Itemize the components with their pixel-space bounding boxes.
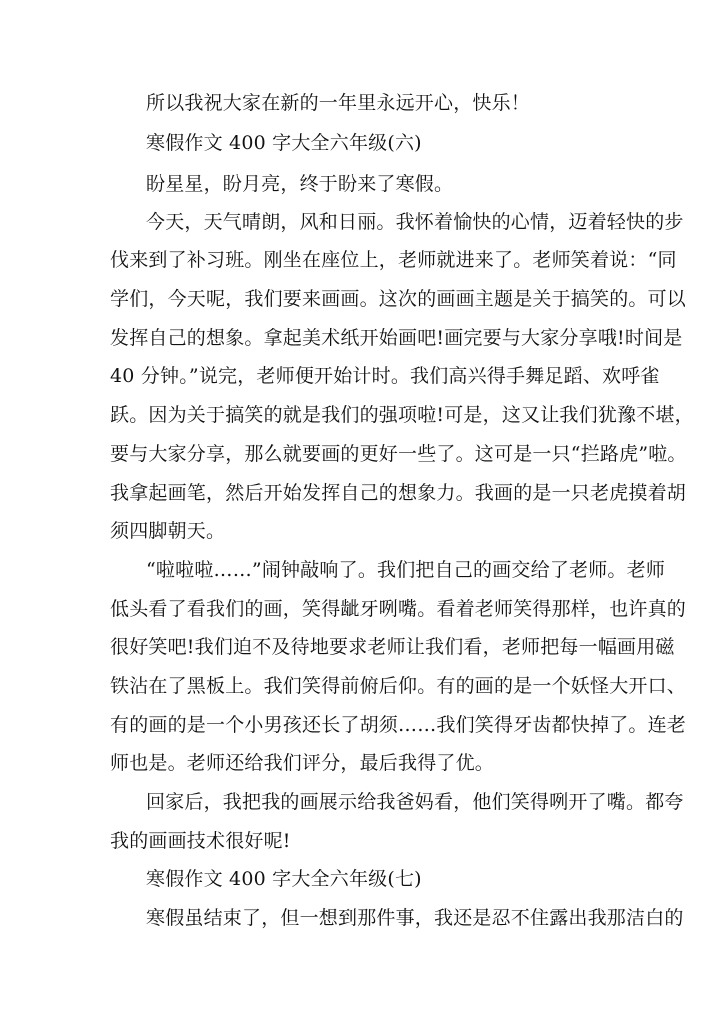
text-line: 很好笑吧!我们迫不及待地要求老师让我们看，老师把每一幅画用磁 [110,636,675,658]
text-line: 回家后，我把我的画展示给我爸妈看，他们笑得咧开了嘴。都夸 [146,791,684,813]
text-line: 盼星星，盼月亮，终于盼来了寒假。 [146,173,454,195]
text-line: 学们，今天呢，我们要来画画。这次的画画主题是关于搞笑的。可以 [110,288,687,310]
text-line: 跃。因为关于搞笑的就是我们的强项啦!可是，这又让我们犹豫不堪， [110,404,694,426]
text-line: 40 分钟。”说完，老师便开始计时。我们高兴得手舞足蹈、欢呼雀 [110,365,660,387]
text-line: 低头看了看我们的画，笑得龇牙咧嘴。看着老师笑得那样，也许真的 [110,598,687,620]
text-line: 有的画的是一个小男孩还长了胡须……我们笑得牙齿都快掉了。连老 [110,714,687,736]
text-line: 要与大家分享，那么就要画的更好一些了。这可是一只“拦路虎”啦。 [110,443,687,465]
text-line: 寒假虽结束了，但一想到那件事，我还是忍不住露出我那洁白的 [146,907,684,929]
text-line: 铁沾在了黑板上。我们笑得前俯后仰。有的画的是一个妖怪大开口、 [110,675,687,697]
section-heading: 寒假作文 400 字大全六年级(六) [146,132,422,154]
text-line: 我的画画技术很好呢! [110,830,291,852]
text-line: 我拿起画笔，然后开始发挥自己的想象力。我画的是一只老虎摸着胡 [110,482,687,504]
text-line: 伐来到了补习班。刚坐在座位上，老师就进来了。老师笑着说：“同 [110,249,677,271]
text-line: 发挥自己的想象。拿起美术纸开始画吧!画完要与大家分享哦!时间是 [110,327,683,349]
text-line: 所以我祝大家在新的一年里永远开心，快乐！ [146,92,531,114]
section-heading: 寒假作文 400 字大全六年级(七) [146,868,422,890]
text-line: 须四脚朝天。 [110,520,226,542]
text-line: “啦啦啦……”闹钟敲响了。我们把自己的画交给了老师。老师 [146,559,666,581]
text-line: 师也是。老师还给我们评分，最后我得了优。 [110,752,495,774]
text-line: 今天，天气晴朗，风和日丽。我怀着愉快的心情，迈着轻快的步 [146,211,684,233]
